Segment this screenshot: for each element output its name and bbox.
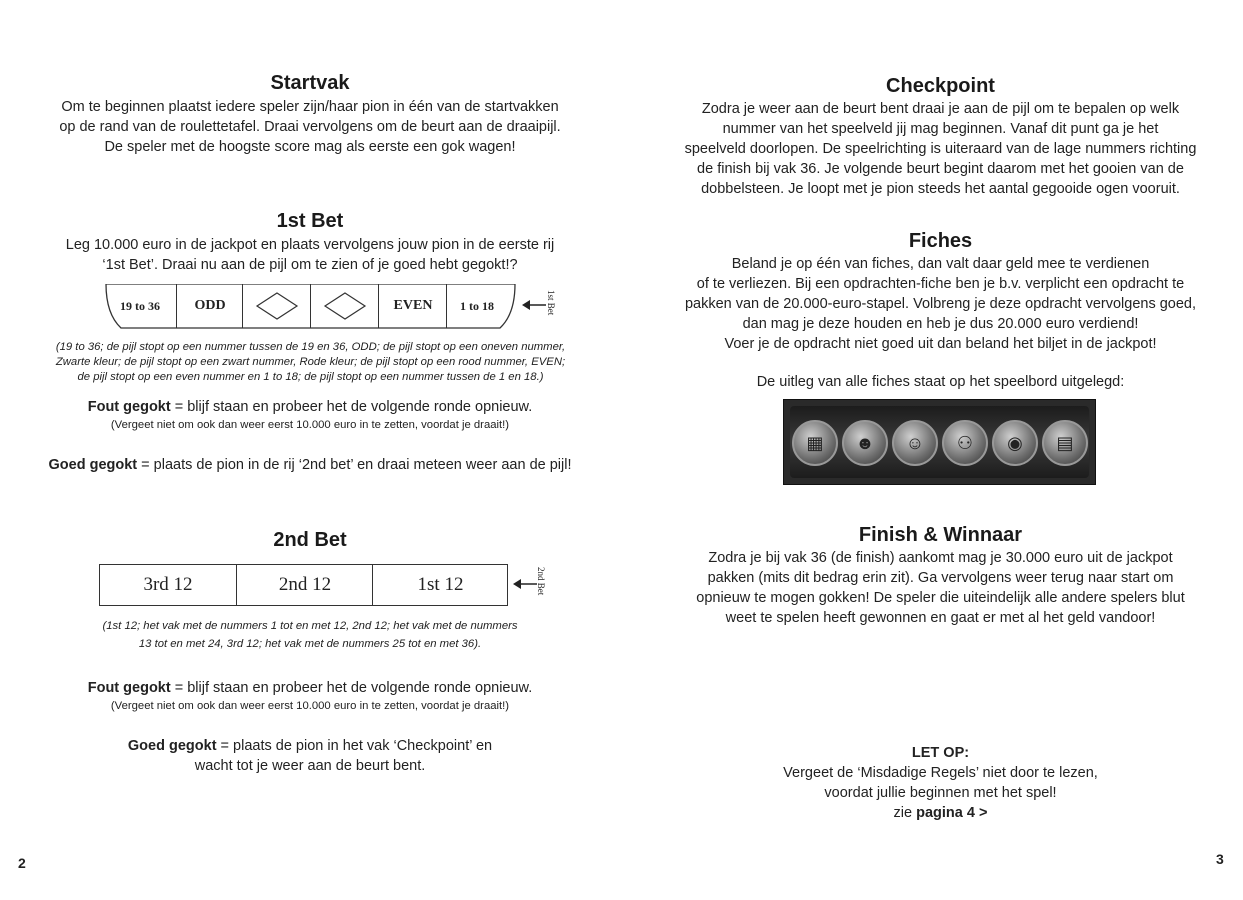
bet1-cell-19to36 (104, 284, 176, 328)
bet2-note (40, 617, 580, 653)
checkpoint-line-4: de finish bij vak 36. Je volgende beurt begint daarom met het gooien van de (697, 161, 1184, 177)
moneybag-fiche-icon: ◉ (992, 420, 1038, 466)
fiches-uitleg (668, 372, 1213, 392)
bet1-note-line-1: (19 to 36; de pijl stopt op een nummer tussen de 19 en 36, ODD; de pijl stopt op een oneven nummer, (55, 341, 566, 353)
bet2-fout-small: (Vergeet niet om ook dan weer eerst 10.000 euro in te zetten, voordat je draait!) (110, 700, 510, 712)
startvak-section (40, 72, 580, 157)
checkpoint-line-2: nummer van het speelveld jij mag beginnen. Vanaf dit punt ga je het (722, 121, 1159, 137)
fiches-title: Fiches (908, 230, 973, 252)
bet1-cell-odd-label: ODD (194, 298, 226, 313)
bet2-goed (40, 736, 580, 776)
left-page-number: 2 (18, 855, 26, 871)
letop-zie-text: zie (893, 805, 917, 821)
bet2-board-row (99, 564, 508, 606)
bet1-cell-even (378, 284, 447, 328)
bet1-goed-text: = plaats de pion in de rij ‘2nd bet’ en draai meteen weer aan de pijl! (137, 457, 572, 473)
bet1-cell-red (310, 284, 379, 328)
bet1-cell-black (242, 284, 311, 328)
bet2-cell-2nd12: 2nd 12 (236, 565, 373, 605)
bet1-line-2: ‘1st Bet’. Draai nu aan de pijl om te zien of je goed hebt gegokt!? (102, 257, 518, 273)
bet1-note-line-3: de pijl stopt op een even nummer en 1 to 18; de pijl stopt op een nummer tussen de 1 en 18.) (77, 371, 544, 383)
checkpoint-line-3: speelveld doorlopen. De speelrichting is uiteraard van de lage nummers richting (684, 141, 1197, 157)
bet1-line-1: Leg 10.000 euro in de jackpot en plaats vervolgens jouw pion in de eerste rij (65, 237, 555, 253)
jail-fiche-icon: ▦ (792, 420, 838, 466)
bet2-side-label: 2nd Bet (536, 567, 546, 596)
fiches-line-2: of te verliezen. Bij een opdrachten-fiche ben je b.v. verplicht een opdracht te (696, 276, 1185, 292)
letop-section (668, 743, 1213, 823)
couple-fiche-icon: ☻ (842, 420, 888, 466)
bet1-fout-small: (Vergeet niet om ook dan weer eerst 10.000 euro in te zetten, voordat je draait!) (110, 419, 510, 431)
cash-fiche-icon: ▤ (1042, 420, 1088, 466)
right-page-number: 3 (1216, 851, 1224, 867)
bet1-cell-19to36-label: 19 to 36 (120, 298, 160, 313)
bet1-note-line-2: Zwarte kleur; de pijl stopt op een zwart nummer, Rode kleur; de pijl stopt op een rood nummer, EVEN; (55, 356, 566, 368)
bet2-fout (40, 678, 580, 714)
checkpoint-line-5: dobbelsteen. Je loopt met je pion steeds het aantal gegooide ogen vooruit. (701, 181, 1180, 197)
checkpoint-line-1: Zodra je weer aan de beurt bent draai je aan de pijl om te bepalen op welk (701, 101, 1180, 117)
finish-line-1: Zodra je bij vak 36 (de finish) aankomt mag je 30.000 euro uit de jackpot (708, 550, 1173, 566)
bet2-goed-text-1: = plaats de pion in het vak ‘Checkpoint’ en (216, 738, 493, 754)
finish-section (668, 524, 1213, 628)
fiches-line-5: Voer je de opdracht niet goed uit dan beland het biljet in de jackpot! (724, 336, 1157, 352)
finish-line-2: pakken (mits dit bedrag erin zit). Ga vervolgens weer terug naar start om (707, 570, 1174, 586)
group-fiche-icon: ⚇ (942, 420, 988, 466)
bet1-cell-odd (176, 284, 243, 328)
bet2-note-line-2: 13 tot en met 24, 3rd 12; het vak met de nummers 25 tot en met 36). (138, 638, 482, 650)
fiches-panel (783, 399, 1096, 485)
bet2-section (40, 529, 580, 552)
red-diamond-icon (323, 291, 367, 321)
bet2-goed-bold: Goed gegokt (127, 738, 217, 754)
startvak-line-1: Om te beginnen plaatst iedere speler zijn/haar pion in één van de startvakken (61, 99, 559, 115)
bet1-fout (40, 397, 580, 433)
fiches-section (668, 230, 1213, 354)
fiches-line-3: pakken van de 20.000-euro-stapel. Volbreng je deze opdracht vervolgens goed, (684, 296, 1197, 312)
bet2-title: 2nd Bet (273, 529, 347, 551)
bet1-cell-1to18-label: 1 to 18 (460, 298, 494, 313)
letop-line-1: Vergeet de ‘Misdadige Regels’ niet door te lezen, (783, 765, 1098, 781)
bet2-cell-3rd12: 3rd 12 (143, 574, 193, 595)
bet1-section (40, 210, 580, 275)
bet1-goed (40, 455, 580, 475)
fiches-line-4: dan mag je deze houden en heb je dus 20.000 euro verdiend! (742, 316, 1139, 332)
checkpoint-title: Checkpoint (886, 75, 995, 97)
bet1-title: 1st Bet (276, 210, 344, 232)
bet2-fout-bold: Fout gegokt (87, 680, 171, 696)
finish-line-3: opnieuw te mogen gokken! De speler die uiteindelijk alle andere spelers blut (696, 590, 1185, 606)
pagina-4-link: pagina 4 > (916, 805, 988, 821)
startvak-line-2: op de rand van de roulettetafel. Draai vervolgens om de beurt aan de draaipijl. (59, 119, 561, 135)
finish-line-4: weet te spelen heeft gewonnen en gaat er met al het geld vandoor! (725, 610, 1156, 626)
bet1-board-row (104, 284, 517, 328)
bet1-note (38, 340, 583, 385)
bet2-goed-text-2: wacht tot je weer aan de beurt bent. (194, 758, 426, 774)
bet2-cell-1st12: 1st 12 (372, 565, 508, 605)
finish-title: Finish & Winnaar (858, 524, 1023, 546)
letop-title: LET OP: (911, 745, 970, 761)
fiches-uitleg-text: De uitleg van alle fiches staat op het speelbord uitgelegd: (756, 374, 1125, 390)
letop-line-2: voordat jullie beginnen met het spel! (824, 785, 1057, 801)
startvak-title: Startvak (270, 72, 350, 94)
cook-fiche-icon: ☺ (892, 420, 938, 466)
bet2-fout-text: = blijf staan en probeer het de volgende ronde opnieuw. (170, 680, 533, 696)
bet1-arrow-icon (522, 298, 548, 312)
letop-zie (668, 803, 1213, 823)
bet1-fout-text: = blijf staan en probeer het de volgende ronde opnieuw. (170, 399, 533, 415)
bet1-fout-bold: Fout gegokt (87, 399, 171, 415)
bet1-side-label: 1st Bet (546, 290, 556, 316)
bet2-note-line-1: (1st 12; het vak met de nummers 1 tot en met 12, 2nd 12; het vak met de nummers (102, 620, 518, 632)
startvak-line-3: De speler met de hoogste score mag als eerste een gok wagen! (104, 139, 516, 155)
bet1-goed-bold: Goed gegokt (48, 457, 138, 473)
black-diamond-icon (255, 291, 299, 321)
fiches-line-1: Beland je op één van fiches, dan valt daar geld mee te verdienen (731, 256, 1150, 272)
checkpoint-section (668, 75, 1213, 199)
bet1-cell-1to18 (446, 284, 507, 328)
bet1-cell-even-label: EVEN (393, 298, 433, 313)
